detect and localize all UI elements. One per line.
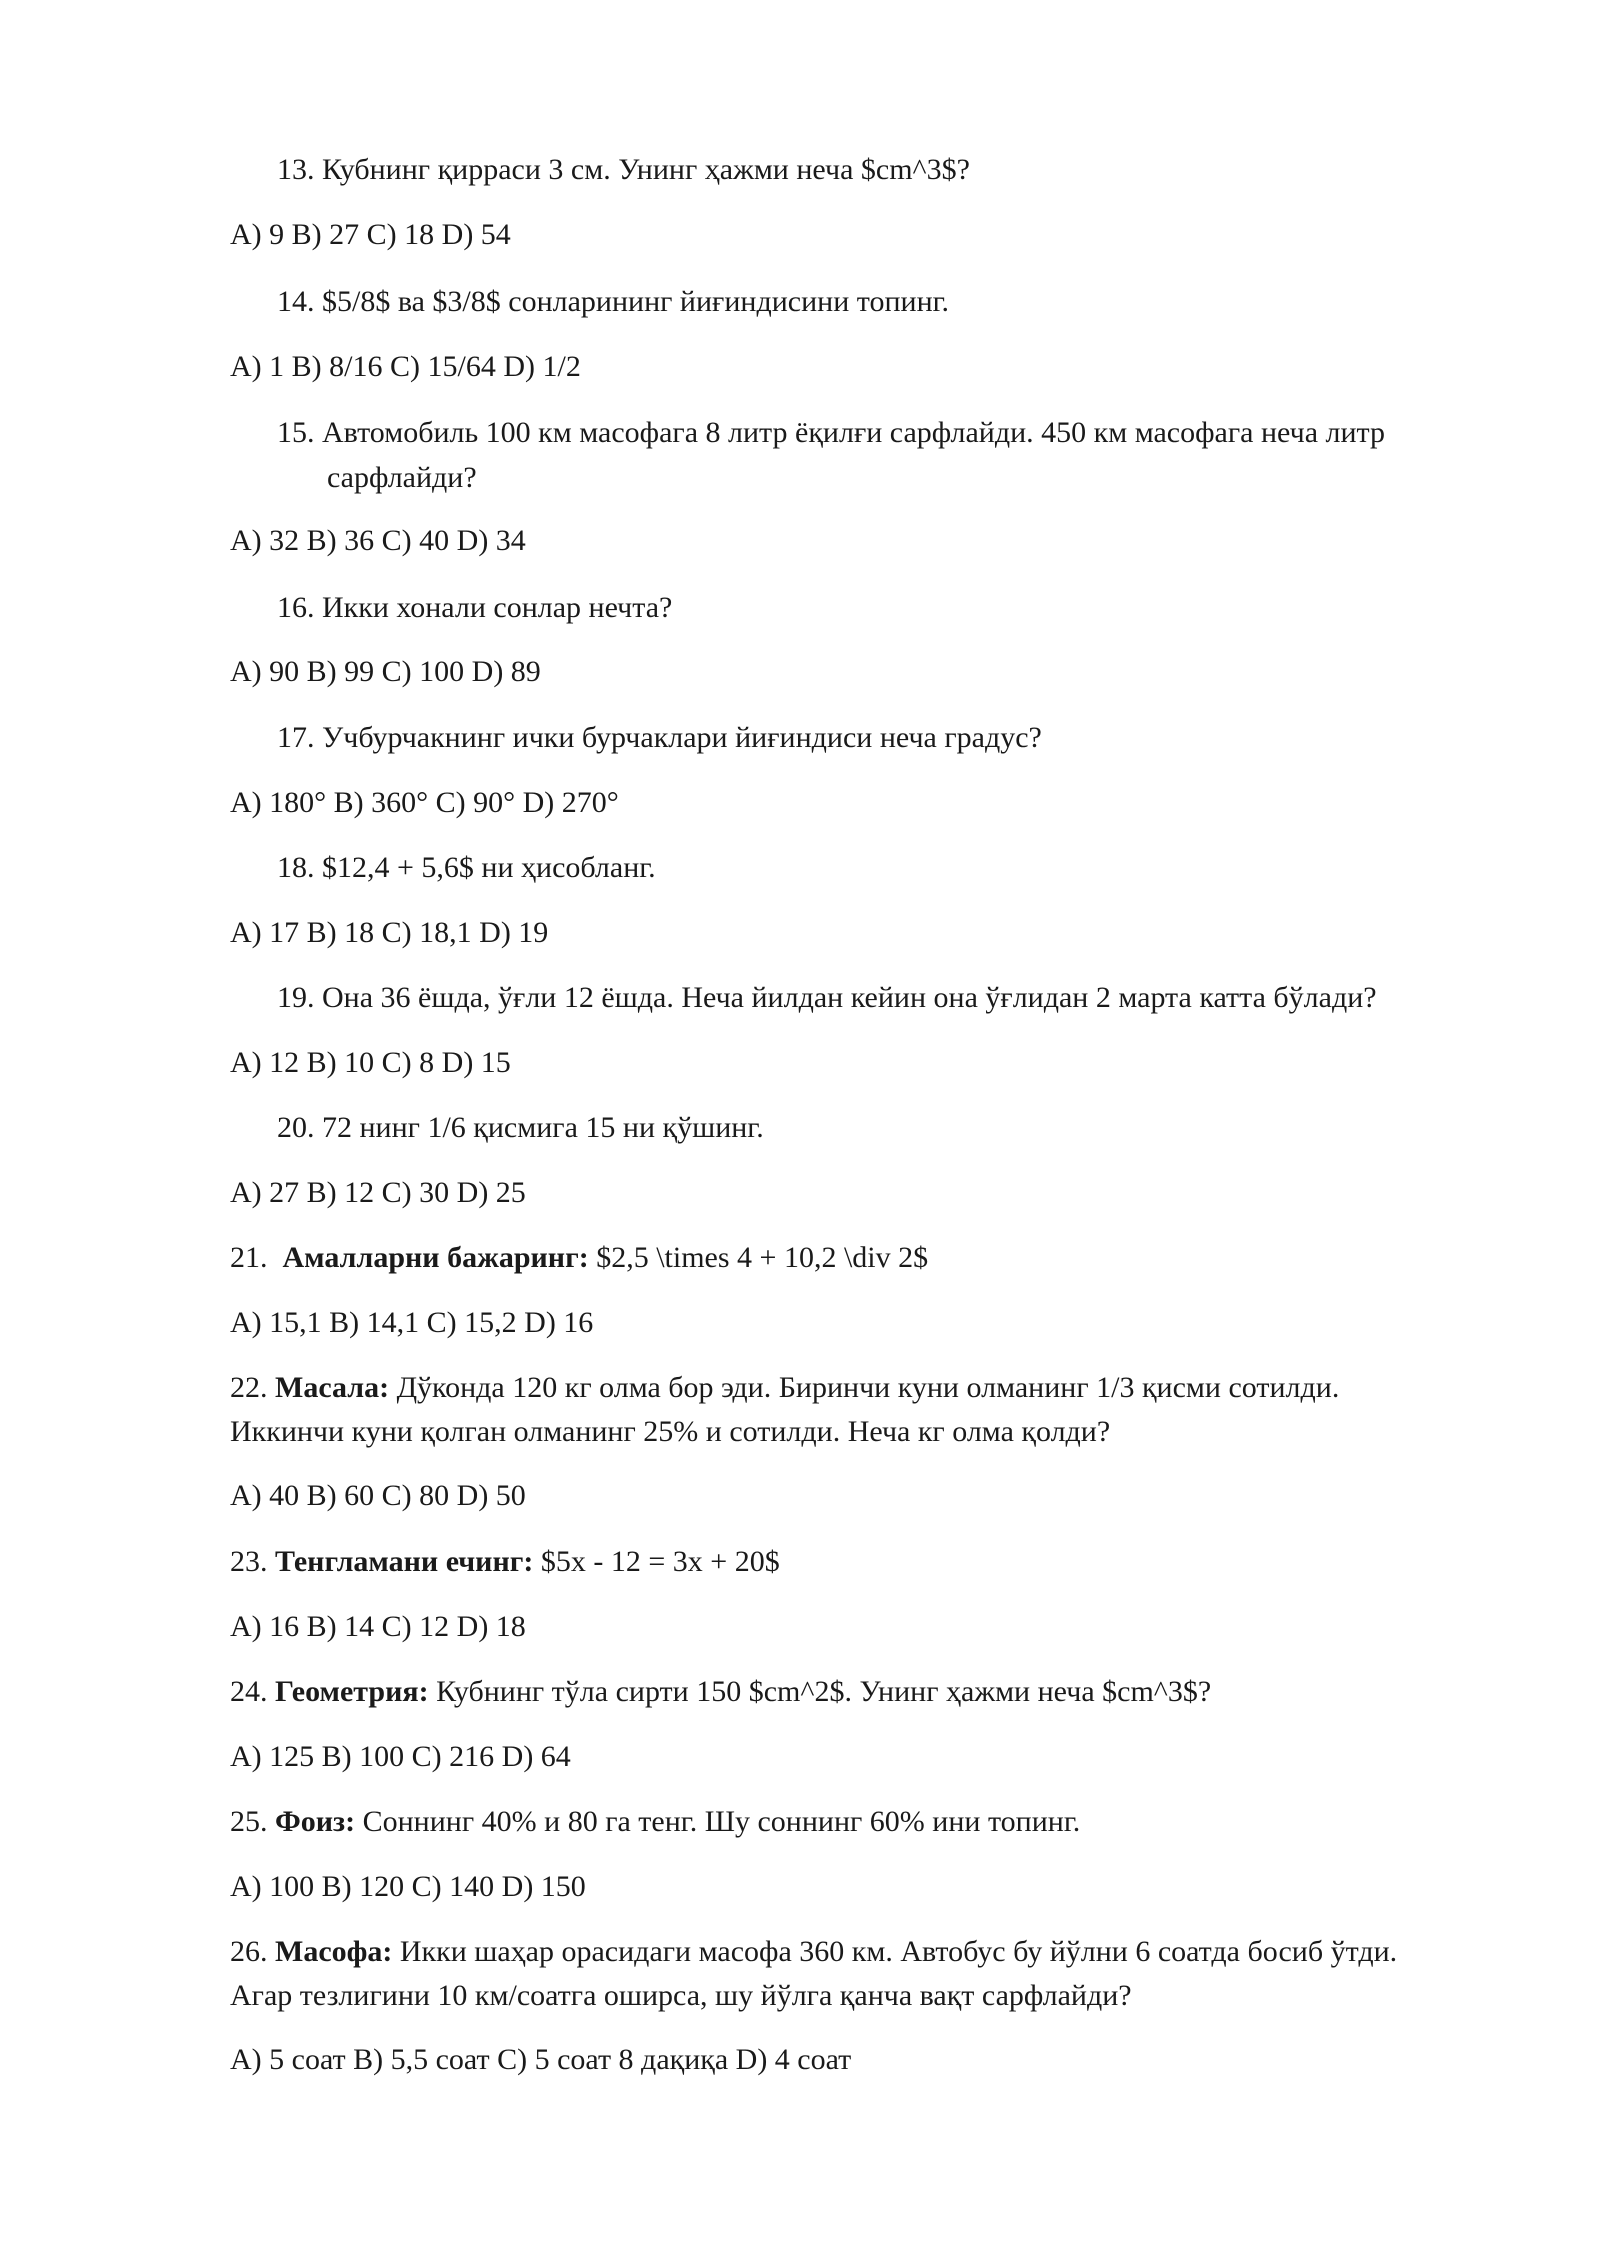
- question-number: 20.: [277, 1111, 315, 1144]
- question-number: 16.: [277, 591, 315, 624]
- question-20: [277, 1106, 1497, 1150]
- question-25: [230, 1800, 1530, 1844]
- question-22: [230, 1366, 1530, 1410]
- answers-20: A) 27 B) 12 C) 30 D) 25: [230, 1176, 526, 1209]
- answers-14: A) 1 B) 8/16 C) 15/64 D) 1/2: [230, 350, 581, 383]
- question-text: Соннинг 40% и 80 га тенг. Шу соннинг 60% ини топинг.: [362, 1805, 1081, 1838]
- answers-25: A) 100 B) 120 C) 140 D) 150: [230, 1870, 586, 1903]
- answers-16: A) 90 B) 99 C) 100 D) 89: [230, 655, 541, 688]
- question-label: Масофа:: [275, 1935, 393, 1968]
- question-number: 21.: [230, 1241, 268, 1274]
- answers-23: A) 16 B) 14 C) 12 D) 18: [230, 1610, 526, 1643]
- question-number: 19.: [277, 981, 315, 1014]
- question-text: $12,4 + 5,6$ ни ҳисобланг.: [322, 851, 656, 884]
- answers-24: A) 125 B) 100 C) 216 D) 64: [230, 1740, 571, 1773]
- question-number: 17.: [277, 721, 315, 754]
- answers-21: A) 15,1 B) 14,1 C) 15,2 D) 16: [230, 1306, 594, 1339]
- question-23: [230, 1540, 1530, 1584]
- question-text: $5x - 12 = 3x + 20$: [540, 1545, 780, 1578]
- question-number: 15.: [277, 416, 315, 449]
- answers-22: A) 40 B) 60 C) 80 D) 50: [230, 1479, 526, 1512]
- question-13: [277, 148, 1497, 192]
- question-text: 72 нинг 1/6 қисмига 15 ни қўшинг.: [322, 1111, 764, 1144]
- question-24: [230, 1670, 1530, 1714]
- question-text: Она 36 ёшда, ўғли 12 ёшда. Неча йилдан кейин она ўғлидан 2 марта катта бўлади?: [322, 981, 1377, 1014]
- question-26-cont: [230, 1974, 1530, 2018]
- answers-15: A) 32 B) 36 C) 40 D) 34: [230, 524, 526, 557]
- question-text: Кубнинг тўла сирти 150 $cm^2$. Унинг ҳажми неча $cm^3$?: [436, 1675, 1212, 1708]
- question-number: 13.: [277, 153, 315, 186]
- question-label: Фоиз:: [275, 1805, 356, 1838]
- question-15: [277, 411, 1497, 455]
- question-text: Учбурчакнинг ички бурчаклари йиғиндиси неча градус?: [322, 721, 1042, 754]
- question-number: 18.: [277, 851, 315, 884]
- question-19: [277, 976, 1497, 1020]
- question-label: Амалларни бажаринг:: [282, 1241, 589, 1274]
- answers-19: A) 12 B) 10 C) 8 D) 15: [230, 1046, 511, 1079]
- question-number: 24.: [230, 1675, 268, 1708]
- question-22-cont: [230, 1410, 1530, 1454]
- question-text-line-2: Агар тезлигини 10 км/соатга оширса, шу йўлга қанча вақт сарфлайди?: [230, 1979, 1132, 2012]
- question-text-line-1: Икки шаҳар орасидаги масофа 360 км. Автобус бу йўлни 6 соатда босиб ўтди.: [399, 1935, 1398, 1968]
- question-number: 25.: [230, 1805, 268, 1838]
- question-label: Тенгламани ечинг:: [275, 1545, 534, 1578]
- question-number: 26.: [230, 1935, 268, 1968]
- question-text: $5/8$ ва $3/8$ сонларининг йиғиндисини топинг.: [322, 285, 950, 318]
- answers-26: A) 5 соат B) 5,5 соат C) 5 соат 8 дақиқа D) 4 соат: [230, 2043, 852, 2076]
- question-21: [230, 1236, 1530, 1280]
- question-number: 23.: [230, 1545, 268, 1578]
- question-number: 14.: [277, 285, 315, 318]
- question-15-cont: [327, 456, 1547, 500]
- question-label: Масала:: [275, 1371, 390, 1404]
- question-text-line-1: Дўконда 120 кг олма бор эди. Биринчи куни олманинг 1/3 қисми сотилди.: [396, 1371, 1340, 1404]
- question-text-line-1: Автомобиль 100 км масофага 8 литр ёқилғи сарфлайди. 450 км масофага неча литр: [322, 416, 1386, 449]
- question-text: Кубнинг қирраси 3 см. Унинг ҳажми неча $cm^3$?: [322, 153, 970, 186]
- question-26: [230, 1930, 1530, 1974]
- question-16: [277, 586, 1497, 630]
- question-14: [277, 280, 1497, 324]
- answers-18: A) 17 B) 18 C) 18,1 D) 19: [230, 916, 549, 949]
- question-label: Геометрия:: [275, 1675, 429, 1708]
- question-17: [277, 716, 1497, 760]
- question-text-line-2: Иккинчи куни қолган олманинг 25% и сотилди. Неча кг олма қолди?: [230, 1415, 1111, 1448]
- question-18: [277, 846, 1497, 890]
- answers-13: A) 9 B) 27 C) 18 D) 54: [230, 218, 511, 251]
- answers-17: A) 180° B) 360° C) 90° D) 270°: [230, 786, 619, 819]
- question-text-line-2: сарфлайди?: [327, 461, 477, 494]
- question-text: Икки хонали сонлар нечта?: [322, 591, 673, 624]
- question-text: $2,5 \times 4 + 10,2 \div 2$: [596, 1241, 929, 1274]
- question-number: 22.: [230, 1371, 268, 1404]
